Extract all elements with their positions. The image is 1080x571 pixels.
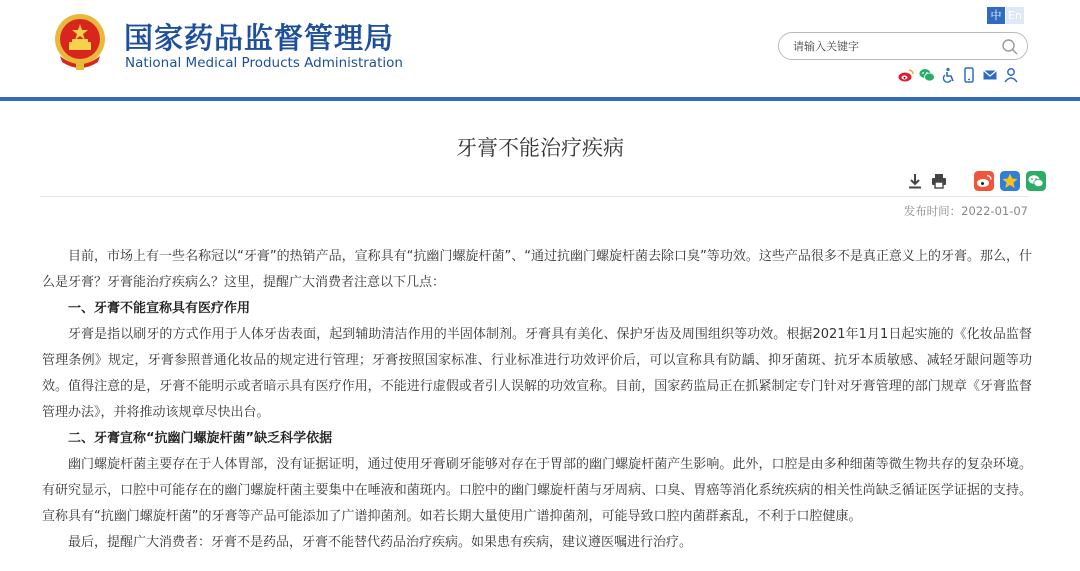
lang-zh-button[interactable]: 中 bbox=[987, 7, 1005, 24]
print-icon[interactable] bbox=[930, 172, 948, 190]
search-box bbox=[778, 32, 1028, 60]
utility-icons bbox=[898, 66, 1019, 84]
lang-en-button[interactable]: En bbox=[1006, 7, 1024, 24]
wechat-icon[interactable] bbox=[919, 67, 935, 83]
article-title: 牙膏不能治疗疾病 bbox=[456, 136, 624, 160]
section-heading-2: 二、牙膏宣称“抗幽门螺旋杆菌”缺乏科学依据 bbox=[68, 431, 333, 446]
site-title-cn[interactable]: 国家药品监督管理局 bbox=[124, 21, 395, 55]
weibo-share-icon[interactable] bbox=[974, 171, 994, 191]
paragraph-section-1: 牙膏是指以刷牙的方式作用于人体牙齿表面，起到辅助清洁作用的半固体制剂。牙膏具有美化、保护牙齿及周围组织等功效。根据2021年1月1日起实施的《化妆品监督管理条例》规定，牙膏参照普通化妆品的规定进行管理；牙膏按照国家标准、行业标准进行功效评价后，可以宣称具有防龋、抑牙菌斑、抗牙本质敏感、减轻牙龈问题等功效。值得注意的是，牙膏不能明示或者暗示具有医疗作用，不能进行虚假或者引人误解的功效宣称。目前，国家药监局正在抓紧制定专门针对牙膏管理的部门规章《牙膏监督管理办法》，并将推动该规章尽快出台。 bbox=[42, 327, 1032, 420]
accessibility-icon[interactable] bbox=[940, 67, 956, 83]
mobile-icon[interactable] bbox=[961, 67, 977, 83]
wechat-share-icon[interactable] bbox=[1026, 171, 1046, 191]
mail-icon[interactable] bbox=[982, 67, 998, 83]
site-header bbox=[0, 0, 1080, 100]
national-emblem-icon[interactable] bbox=[52, 12, 108, 72]
section-heading-1: 一、牙膏不能宣称具有医疗作用 bbox=[68, 301, 251, 316]
article-body bbox=[42, 244, 1032, 556]
qzone-share-icon[interactable] bbox=[1000, 171, 1020, 191]
weibo-icon[interactable] bbox=[898, 67, 914, 83]
header-divider bbox=[0, 97, 1080, 101]
paragraph-intro: 目前，市场上有一些名称冠以“牙膏”的热销产品，宣称具有“抗幽门螺旋杆菌”、“通过抗幽门螺旋杆菌去除口臭”等功效。这些产品很多不是真正意义上的牙膏。那么，什么是牙膏？牙膏能治疗疾病么？这里，提醒广大消费者注意以下几点： bbox=[42, 249, 1032, 290]
site-title-en[interactable]: National Medical Products Administration bbox=[125, 55, 403, 71]
meta-divider bbox=[40, 196, 1028, 197]
paragraph-conclusion: 最后，提醒广大消费者：牙膏不是药品，牙膏不能替代药品治疗疾病。如果患有疾病，建议遵医嘱进行治疗。 bbox=[68, 535, 693, 550]
paragraph-section-2: 幽门螺旋杆菌主要存在于人体胃部，没有证据证明，通过使用牙膏刷牙能够对存在于胃部的幽门螺旋杆菌产生影响。此外，口腔是由多种细菌等微生物共存的复杂环境。有研究显示，口腔中可能存在的幽门螺旋杆菌主要集中在唾液和菌斑内。口腔中的幽门螺旋杆菌与牙周病、口臭、胃癌等消化系统疾病的相关性尚缺乏循证医学证据的支持。宣称具有“抗幽门螺旋杆菌”的牙膏等产品可能添加了广谱抑菌剂。如若长期大量使用广谱抑菌剂，可能导致口腔内菌群紊乱，不利于口腔健康。 bbox=[42, 457, 1032, 524]
search-icon[interactable] bbox=[1001, 38, 1019, 56]
article-tools bbox=[906, 170, 1046, 192]
publish-date: 发布时间：2022-01-07 bbox=[903, 204, 1028, 218]
user-icon[interactable] bbox=[1003, 67, 1019, 83]
search-input[interactable] bbox=[793, 38, 993, 54]
download-icon[interactable] bbox=[906, 172, 924, 190]
